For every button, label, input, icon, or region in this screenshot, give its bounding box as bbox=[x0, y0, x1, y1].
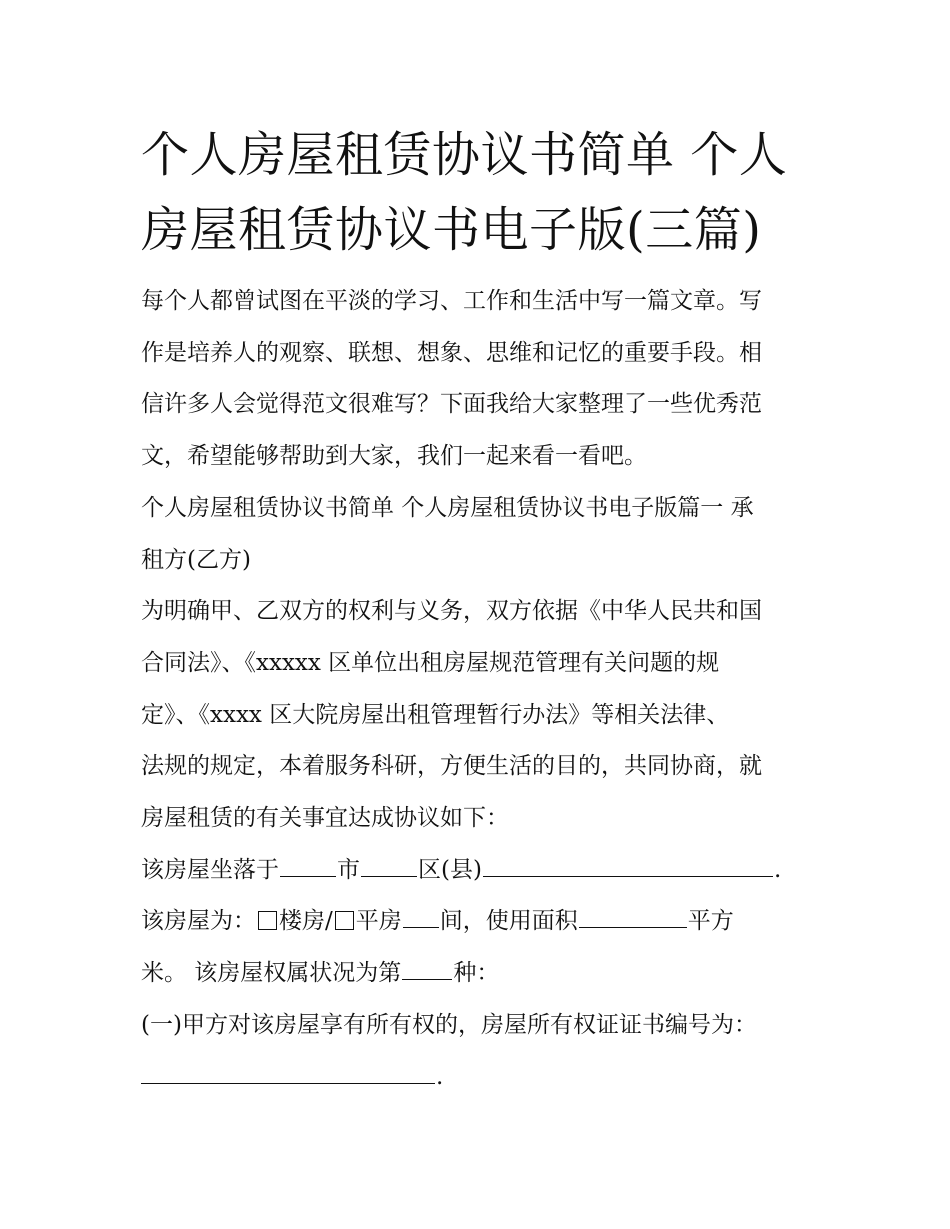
clause-line: 为明确甲、乙双方的权利与义务，双方依据《中华人民共和国 bbox=[141, 598, 762, 625]
document-body bbox=[141, 276, 821, 1103]
area-unit: 平方 bbox=[687, 908, 734, 935]
district-blank[interactable] bbox=[361, 855, 417, 877]
clause-one-paragraph bbox=[141, 1000, 821, 1103]
location-end: . bbox=[773, 856, 782, 883]
heading-line: 个人房屋租赁协议书简单 个人房屋租赁协议书电子版篇一 承 bbox=[141, 494, 754, 521]
ownership-prefix: 米。 该房屋权属状况为第 bbox=[141, 960, 402, 987]
location-prefix: 该房屋坐落于 bbox=[141, 856, 279, 883]
ownership-type-blank[interactable] bbox=[402, 958, 452, 980]
title-line: 房屋租赁协议书电子版(三篇) bbox=[141, 202, 762, 258]
certificate-number-blank[interactable] bbox=[141, 1062, 435, 1084]
clause-line: 合同法》、《xxxxx 区单位出租房屋规范管理有关问题的规 bbox=[141, 649, 720, 676]
option-bungalow-label: 平房 bbox=[355, 908, 402, 935]
clause-line: 房屋租赁的有关事宜达成协议如下： bbox=[141, 805, 509, 832]
city-unit: 市 bbox=[337, 856, 360, 883]
section-heading bbox=[141, 483, 821, 586]
title-line: 个人房屋租赁协议书简单 个人 bbox=[141, 127, 788, 183]
intro-line: 每个人都曾试图在平淡的学习、工作和生活中写一篇文章。写 bbox=[141, 288, 762, 314]
option-building-label: 楼房/ bbox=[279, 908, 333, 935]
area-blank[interactable] bbox=[579, 906, 687, 928]
heading-line: 租方(乙方) bbox=[141, 546, 251, 573]
intro-line: 信许多人会觉得范文很难写？下面我给大家整理了一些优秀范 bbox=[141, 391, 762, 418]
clause-line: 定》、《xxxx 区大院房屋出租管理暂行办法》等相关法律、 bbox=[141, 701, 730, 728]
intro-line: 文，希望能够帮助到大家，我们一起来看一看吧。 bbox=[141, 443, 647, 470]
room-unit: 间，使用面积 bbox=[439, 908, 578, 935]
clause-line: 法规的规定，本着服务科研，方便生活的目的，共同协商，就 bbox=[141, 753, 762, 780]
rooms-blank[interactable] bbox=[403, 906, 439, 928]
district-unit: 区(县) bbox=[418, 856, 482, 883]
type-prefix: 该房屋为： bbox=[141, 908, 256, 935]
clause-one-end: . bbox=[436, 1063, 444, 1090]
city-blank[interactable] bbox=[280, 855, 336, 877]
address-blank[interactable] bbox=[483, 855, 773, 877]
ownership-suffix: 种： bbox=[453, 960, 500, 987]
clause-paragraph bbox=[141, 586, 821, 845]
intro-line: 作是培养人的观察、联想、想象、思维和记忆的重要手段。相 bbox=[141, 339, 762, 366]
checkbox-building[interactable] bbox=[258, 911, 277, 930]
document-title bbox=[141, 118, 821, 268]
checkbox-bungalow[interactable] bbox=[335, 911, 354, 930]
clause-one-text: (一)甲方对该房屋享有所有权的，房屋所有权证证书编号为： bbox=[141, 1011, 757, 1038]
house-type-paragraph bbox=[141, 896, 821, 999]
location-line bbox=[141, 845, 821, 897]
intro-paragraph bbox=[141, 276, 821, 483]
